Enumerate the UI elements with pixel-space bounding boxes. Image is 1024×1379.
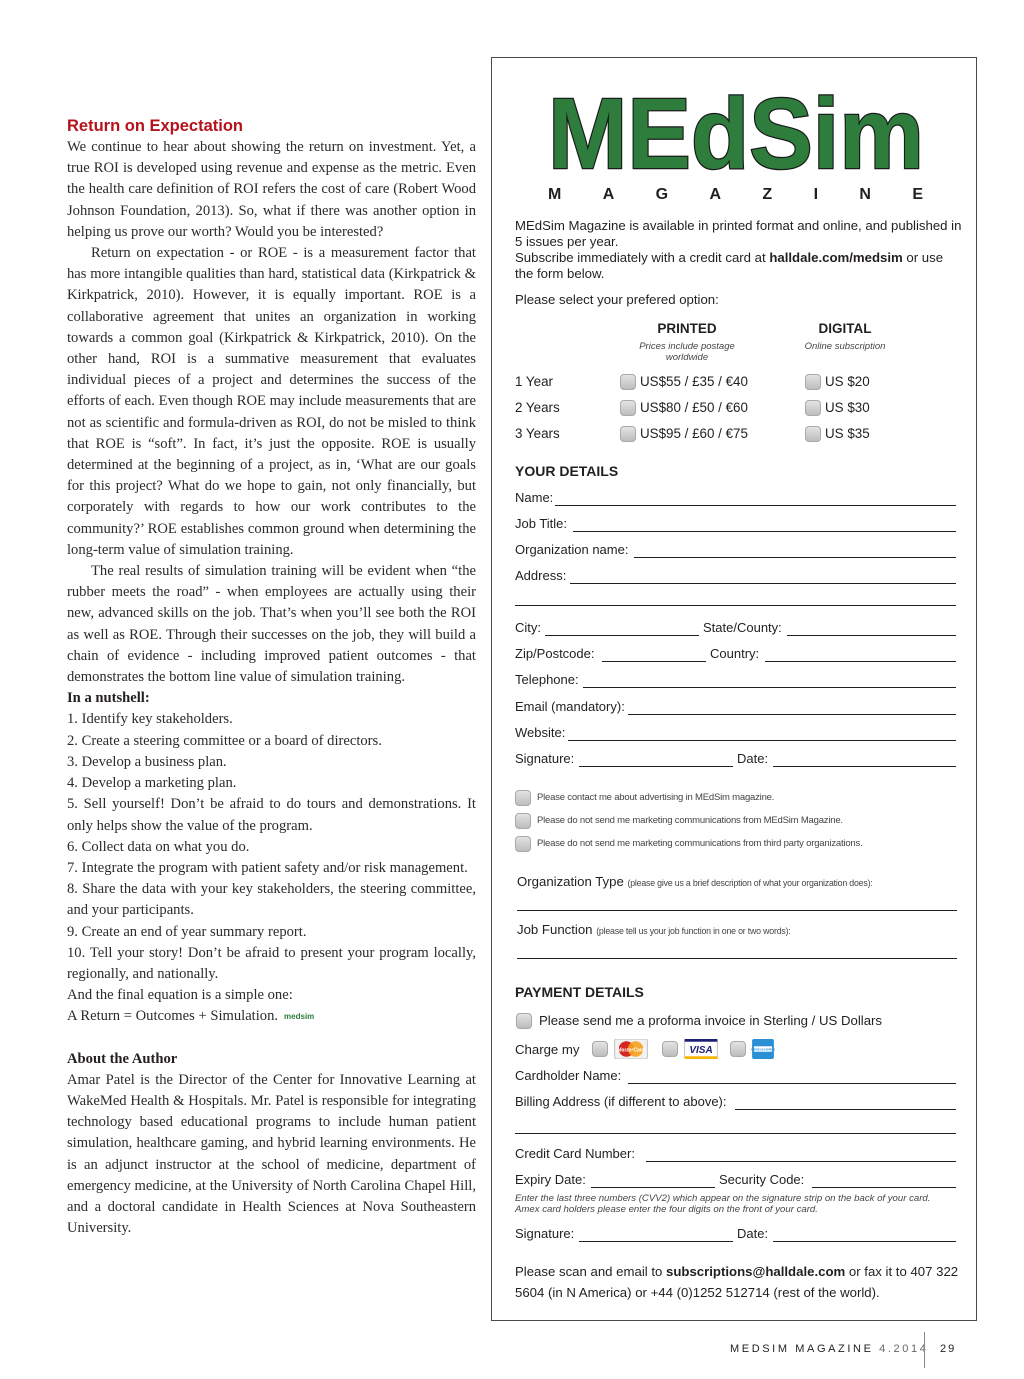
billing-address-input-line[interactable] xyxy=(735,1109,956,1110)
printed-column-heading: PRINTED xyxy=(657,321,717,336)
intro-text: MEdSim Magazine is available in printed format and online, and published in 5 issues per year. xyxy=(515,218,962,249)
intro-text: Subscribe immediately with a credit card at xyxy=(515,250,770,265)
price-row-3-years xyxy=(515,424,955,444)
subtitle-letter: Z xyxy=(762,186,773,203)
date-input-line[interactable] xyxy=(773,766,956,767)
telephone-field[interactable] xyxy=(515,672,956,690)
field-label: Expiry Date: xyxy=(515,1172,586,1187)
list-item: 7. Integrate the program with patient safety and/or risk management. xyxy=(67,859,468,876)
job-function-input-line[interactable] xyxy=(517,958,957,959)
footer-issue: 4.2014 xyxy=(879,1343,929,1355)
digital-price: US $35 xyxy=(825,426,870,441)
organization-type-input-line[interactable] xyxy=(517,910,957,911)
printed-column-note: Prices include postage worldwide xyxy=(639,341,735,363)
field-label: Cardholder Name: xyxy=(515,1068,622,1083)
field-label: Security Code: xyxy=(719,1172,805,1187)
author-heading: About the Author xyxy=(67,1050,178,1067)
security-code-input-line[interactable] xyxy=(812,1187,956,1188)
cvv-note: Enter the last three numbers (CVV2) which appear on the signature strip on the back of your card. Amex card holders please enter the four digits on the front of your card. xyxy=(515,1193,931,1215)
digital-column-heading: DIGITAL xyxy=(818,321,872,336)
address-field[interactable] xyxy=(515,568,956,586)
subtitle-letter: G xyxy=(655,186,669,203)
consent-no-medsim-marketing-checkbox[interactable] xyxy=(515,813,531,829)
end-mark-logo: medsim xyxy=(284,1012,315,1022)
list-item: 9. Create an end of year summary report. xyxy=(67,923,307,940)
submit-text: Please scan and email to xyxy=(515,1264,667,1279)
submit-instructions xyxy=(515,1261,965,1303)
printed-3-years-checkbox[interactable] xyxy=(620,426,636,442)
cardholder-name-field[interactable] xyxy=(515,1068,956,1086)
field-label: State/County: xyxy=(703,620,782,635)
equation-text: A Return = Outcomes + Simulation. xyxy=(67,1008,279,1025)
consent-advertising-checkbox[interactable] xyxy=(515,790,531,806)
subscriptions-email-link[interactable]: subscriptions@halldale.com xyxy=(666,1264,846,1279)
card-number-field[interactable] xyxy=(515,1146,956,1164)
digital-2-years-checkbox[interactable] xyxy=(805,400,821,416)
digital-1-year-checkbox[interactable] xyxy=(805,374,821,390)
job-title-field[interactable] xyxy=(515,516,956,534)
billing-address-field[interactable] xyxy=(515,1094,956,1112)
nutshell-heading: In a nutshell: xyxy=(67,690,150,707)
field-label: Zip/Postcode: xyxy=(515,646,595,661)
signature-input-line[interactable] xyxy=(579,766,733,767)
subscription-form xyxy=(491,57,977,1321)
proforma-option xyxy=(515,1011,955,1031)
list-item: 3. Develop a business plan. xyxy=(67,753,227,770)
author-section xyxy=(67,1049,476,1240)
expiry-input-line[interactable] xyxy=(591,1187,715,1188)
field-label: Website: xyxy=(515,725,566,740)
price-row-1-year xyxy=(515,372,955,392)
nutshell-list xyxy=(67,709,476,985)
term-label: 3 Years xyxy=(515,426,560,441)
list-item: 6. Collect data on what you do. xyxy=(67,838,250,855)
subscribe-link[interactable]: halldale.com/medsim xyxy=(769,250,903,265)
website-field[interactable] xyxy=(515,725,956,743)
digital-column-note: Online subscription xyxy=(804,341,886,352)
name-field[interactable] xyxy=(515,490,956,508)
printed-2-years-checkbox[interactable] xyxy=(620,400,636,416)
your-details-heading: YOUR DETAILS xyxy=(515,463,619,479)
website-input-line[interactable] xyxy=(568,740,956,741)
article-paragraph: We continue to hear about showing the return on investment. Yet, a true ROI is developed using revenue and expense as the metric. Even the health care definition of ROI refers the cost of care (Robert Wood Johnson Foundation, 2013). So, what if there was another option in helping us prove our worth? Would you be interested? xyxy=(67,139,476,240)
list-item: 8. Share the data with your key stakeholders, the steering committee, and your participants. xyxy=(67,881,476,919)
subtitle-letter: M xyxy=(548,186,562,203)
field-label: Job Function xyxy=(517,922,593,937)
job-function-field[interactable] xyxy=(517,922,957,962)
term-label: 2 Years xyxy=(515,400,560,415)
mastercard-icon xyxy=(613,1039,649,1059)
amex-checkbox[interactable] xyxy=(730,1041,746,1057)
proforma-text: Please send me a proforma invoice in Sterling / US Dollars xyxy=(539,1013,883,1028)
email-input-line[interactable] xyxy=(628,714,956,715)
field-label: Date: xyxy=(737,751,769,766)
organization-type-field[interactable] xyxy=(517,874,957,914)
digital-price: US $30 xyxy=(825,400,870,415)
field-label: Country: xyxy=(710,646,760,661)
price-row-2-years xyxy=(515,398,955,418)
charge-card-options xyxy=(515,1039,955,1059)
email-field[interactable] xyxy=(515,699,956,717)
billing-address-line-2-input-line[interactable] xyxy=(515,1133,956,1134)
magazine-subtitle xyxy=(544,186,928,204)
organization-name-input-line[interactable] xyxy=(634,557,956,558)
field-label: Name: xyxy=(515,490,554,505)
list-item: 4. Develop a marketing plan. xyxy=(67,775,237,792)
field-label: Signature: xyxy=(515,751,575,766)
organization-name-field[interactable] xyxy=(515,542,956,560)
equation-line xyxy=(67,1006,476,1027)
footer-divider xyxy=(924,1332,925,1368)
visa-icon xyxy=(683,1039,719,1059)
field-hint: (please give us a brief description of what your organization does): xyxy=(627,878,873,888)
field-label: Telephone: xyxy=(515,672,579,687)
address-input-line[interactable] xyxy=(570,583,956,584)
intro-text: or use the form below. xyxy=(515,250,944,281)
proforma-checkbox[interactable] xyxy=(516,1013,532,1029)
form-intro xyxy=(515,218,965,282)
mastercard-checkbox[interactable] xyxy=(592,1041,608,1057)
svg-text:MEdSim: MEdSim xyxy=(548,88,924,178)
article-column xyxy=(67,115,476,1239)
field-label: Address: xyxy=(515,568,567,583)
author-bio: Amar Patel is the Director of the Center for Innovative Learning at WakeMed Health & Hospitals. Mr. Patel is responsible for integrating technology based educational programs to include human patient simulation, healthcare gaming, and hybrid learning environments. He is an adjunct instructor at the school of medicine, department of emergency medicine, at the University of North Carolina Chapel Hill, and a doctoral candidate in Health Sciences at Nova Southeastern University. xyxy=(67,1071,476,1237)
list-item: 10. Tell your story! Don’t be afraid to present your program locally, regionally, and nationally. xyxy=(67,944,476,982)
field-label: Job Title: xyxy=(515,516,568,531)
svg-text:AMERICAN EXPRESS: AMERICAN EXPRESS xyxy=(751,1048,775,1052)
page-number: 29 xyxy=(940,1343,957,1355)
term-label: 1 Year xyxy=(515,374,553,389)
digital-3-years-checkbox[interactable] xyxy=(805,426,821,442)
submit-text: or fax it to 407 322 5604 (in N America) or +44 (0)1252 512714 (rest of the world). xyxy=(515,1264,959,1300)
subtitle-letter: A xyxy=(602,186,615,203)
card-number-input-line[interactable] xyxy=(646,1161,956,1162)
zip-country-field[interactable] xyxy=(515,646,956,664)
field-label: Date: xyxy=(737,1226,769,1241)
article-paragraph: Return on expectation - or ROE - is a measurement factor that has more intangible qualities than hard, statistical data (Kirkpatrick & Kirkpatrick, 2010). However, it is equally important. ROE is a collaborative agreement that unites an organization in working towards a common goal (Kirkpatrick & Kirkpatrick, 2010). On the other hand, ROI is a summative measurement that evaluates individual pieces of a project and determines the success of the efforts of each. Even though ROE may include measurements that are not as scientific and formula-driven as ROI, do not be misled to think that ROE is “soft”. In fact, it’s just the opposite. ROE is usually determined at the beginning of a project, as in, ‘What are our goals for this project? What do we hope to gain, not only financially, but corporately with regards to how our work contributes to the community?’ ROE establishes common ground when determining the long-term value of simulation training. xyxy=(67,245,476,558)
select-option-note: Please select your prefered option: xyxy=(515,292,719,307)
field-label: Credit Card Number: xyxy=(515,1146,635,1161)
field-label: Signature: xyxy=(515,1226,575,1241)
medsim-logo xyxy=(544,88,928,204)
name-input-line[interactable] xyxy=(555,505,956,506)
payment-date-input-line[interactable] xyxy=(773,1241,956,1242)
consent-text: Please contact me about advertising in MEdSim magazine. xyxy=(537,792,775,803)
printed-price: US$55 / £35 / €40 xyxy=(640,374,748,389)
medsim-logo-wordmark xyxy=(544,88,928,178)
consent-text: Please do not send me marketing communications from third party organizations. xyxy=(537,838,863,849)
subtitle-letter: I xyxy=(813,186,819,203)
payment-details-heading: PAYMENT DETAILS xyxy=(515,984,644,1000)
payment-signature-input-line[interactable] xyxy=(579,1241,733,1242)
telephone-input-line[interactable] xyxy=(583,687,956,688)
visa-checkbox[interactable] xyxy=(662,1041,678,1057)
address-line-2-field[interactable] xyxy=(515,590,956,608)
field-label: Organization name: xyxy=(515,542,629,557)
field-label: Email (mandatory): xyxy=(515,699,625,714)
expiry-security-field[interactable] xyxy=(515,1172,956,1190)
svg-text:MasterCard: MasterCard xyxy=(617,1047,645,1054)
subtitle-letter: A xyxy=(709,186,722,203)
payment-signature-date-field[interactable] xyxy=(515,1226,956,1244)
address-line-2-input-line[interactable] xyxy=(515,605,956,606)
article-title: Return on Expectation xyxy=(67,117,244,135)
printed-price: US$95 / £60 / €75 xyxy=(640,426,748,441)
article-paragraph: The real results of simulation training will be evident when “the rubber meets the road” - when employees are actually using their new, advanced skills on the job. That’s when you’ll see both the ROI as well as ROE. Through their successes on the job, they will build a chain of evidence - including improved patient outcomes - that demonstrates the bottom line value of simulation training. xyxy=(67,563,476,686)
digital-price: US $20 xyxy=(825,374,870,389)
cardholder-name-input-line[interactable] xyxy=(628,1083,956,1084)
field-label: City: xyxy=(515,620,541,635)
printed-1-year-checkbox[interactable] xyxy=(620,374,636,390)
list-item: 1. Identify key stakeholders. xyxy=(67,711,233,728)
job-title-input-line[interactable] xyxy=(573,531,956,532)
svg-text:VISA: VISA xyxy=(689,1045,713,1057)
billing-address-line-2-field[interactable] xyxy=(515,1118,956,1136)
closing-line: And the final equation is a simple one: xyxy=(67,987,293,1004)
subtitle-letter: N xyxy=(859,186,871,203)
consent-text: Please do not send me marketing communications from MEdSim Magazine. xyxy=(537,815,843,826)
list-item: 5. Sell yourself! Don’t be afraid to do tours and demonstrations. It only helps show the value of the program. xyxy=(67,796,476,834)
city-input-line[interactable] xyxy=(545,635,699,636)
subtitle-letter: E xyxy=(912,186,923,203)
printed-price: US$80 / £50 / €60 xyxy=(640,400,748,415)
footer-magazine-name: MEDSIM MAGAZINE xyxy=(730,1343,874,1355)
field-label: Billing Address (if different to above): xyxy=(515,1094,727,1109)
consent-no-third-party-checkbox[interactable] xyxy=(515,836,531,852)
signature-date-field[interactable] xyxy=(515,751,956,769)
zip-input-line[interactable] xyxy=(602,661,706,662)
charge-my-label: Charge my xyxy=(515,1042,580,1057)
page-footer xyxy=(730,1343,928,1355)
country-input-line[interactable] xyxy=(765,661,956,662)
field-label: Organization Type xyxy=(517,874,624,889)
list-item: 2. Create a steering committee or a board of directors. xyxy=(67,732,382,749)
field-hint: (please tell us your job function in one or two words): xyxy=(596,926,791,936)
amex-icon xyxy=(751,1039,775,1059)
city-state-field[interactable] xyxy=(515,620,956,638)
state-input-line[interactable] xyxy=(787,635,956,636)
